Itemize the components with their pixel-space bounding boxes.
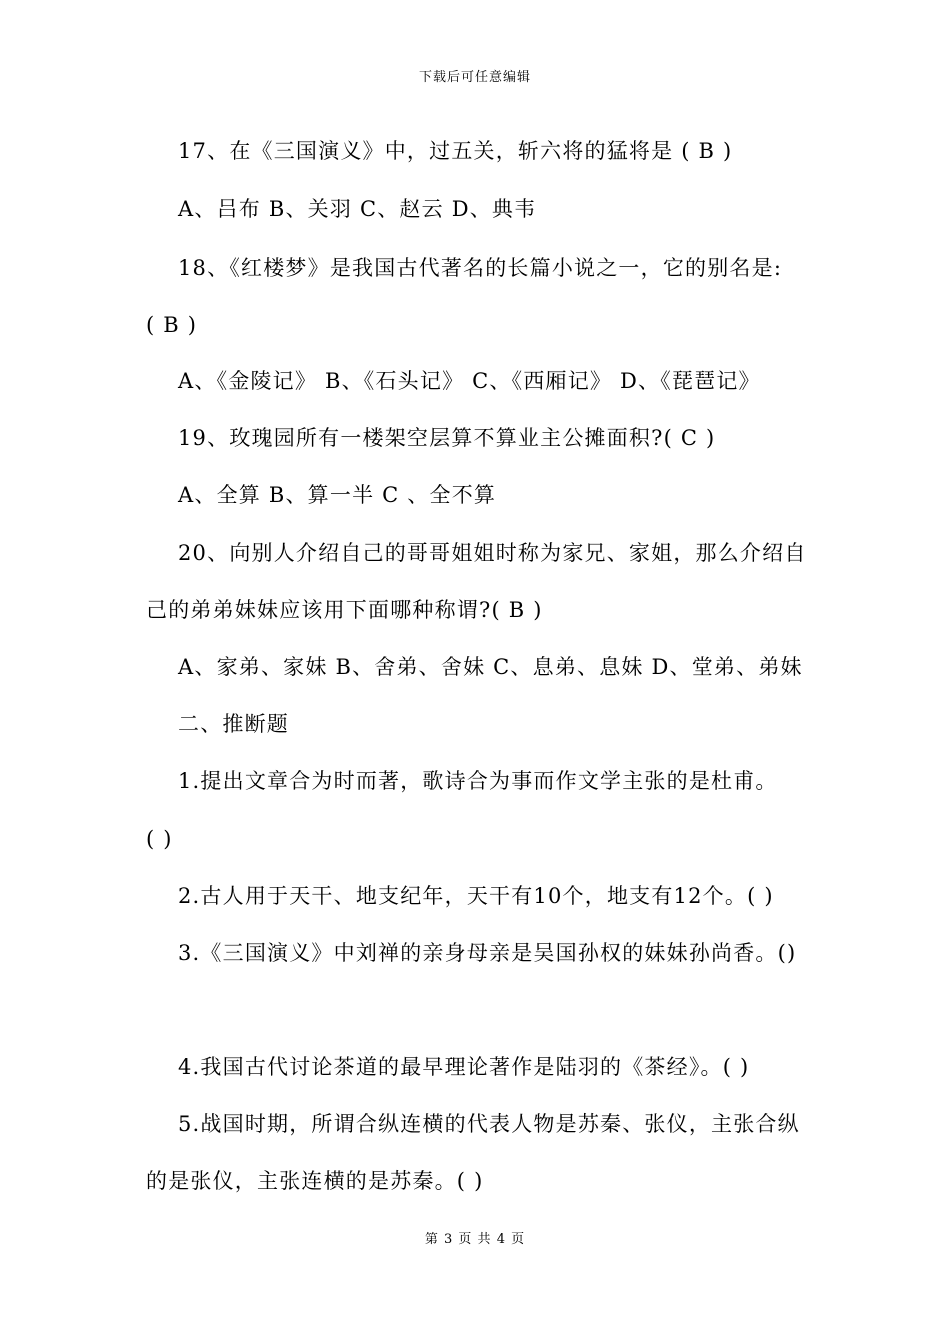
judgement-1-bracket: ( ) bbox=[146, 827, 173, 851]
question-17: 17、在《三国演义》中，过五关，斩六将的猛将是 ( B ) bbox=[178, 139, 733, 163]
judgement-4: 4.我国古代讨论茶道的最早理论著作是陆羽的《茶经》。( ) bbox=[178, 1055, 750, 1079]
question-19-options: A、全算 B、算一半 C 、全不算 bbox=[178, 483, 497, 507]
judgement-1: 1.提出文章合为时而著，歌诗合为事而作文学主张的是杜甫。 bbox=[178, 769, 778, 793]
question-18: 18、《红楼梦》是我国古代著名的长篇小说之一，它的别名是: bbox=[178, 256, 783, 280]
question-19: 19、玫瑰园所有一楼架空层算不算业主公摊面积?( C ) bbox=[178, 426, 716, 450]
judgement-5: 5.战国时期，所谓合纵连横的代表人物是苏秦、张仪，主张合纵 bbox=[178, 1112, 800, 1136]
judgement-5-cont: 的是张仪，主张连横的是苏秦。( ) bbox=[146, 1169, 484, 1193]
question-20: 20、向别人介绍自己的哥哥姐姐时称为家兄、家姐，那么介绍自 bbox=[178, 541, 807, 565]
question-17-options: A、吕布 B、关羽 C、赵云 D、典韦 bbox=[178, 197, 537, 221]
judgement-2: 2.古人用于天干、地支纪年，天干有10个，地支有12个。( ) bbox=[178, 884, 774, 908]
judgement-3: 3.《三国演义》中刘禅的亲身母亲是吴国孙权的妹妹孙尚香。() bbox=[178, 941, 797, 965]
question-18-options: A、《金陵记》 B、《石头记》 C、《西厢记》 D、《琵琶记》 bbox=[178, 369, 761, 393]
section-title: 二、推断题 bbox=[178, 712, 289, 736]
page-footer: 第 3 页 共 4 页 bbox=[424, 1232, 526, 1247]
question-20-cont: 己的弟弟妹妹应该用下面哪种称谓?( B ) bbox=[146, 598, 543, 622]
question-20-options: A、家弟、家妹 B、舍弟、舍妹 C、息弟、息妹 D、堂弟、弟妹 bbox=[178, 655, 803, 679]
page-header: 下载后可任意编辑 bbox=[418, 70, 531, 85]
question-18-answer: ( B ) bbox=[146, 313, 198, 337]
